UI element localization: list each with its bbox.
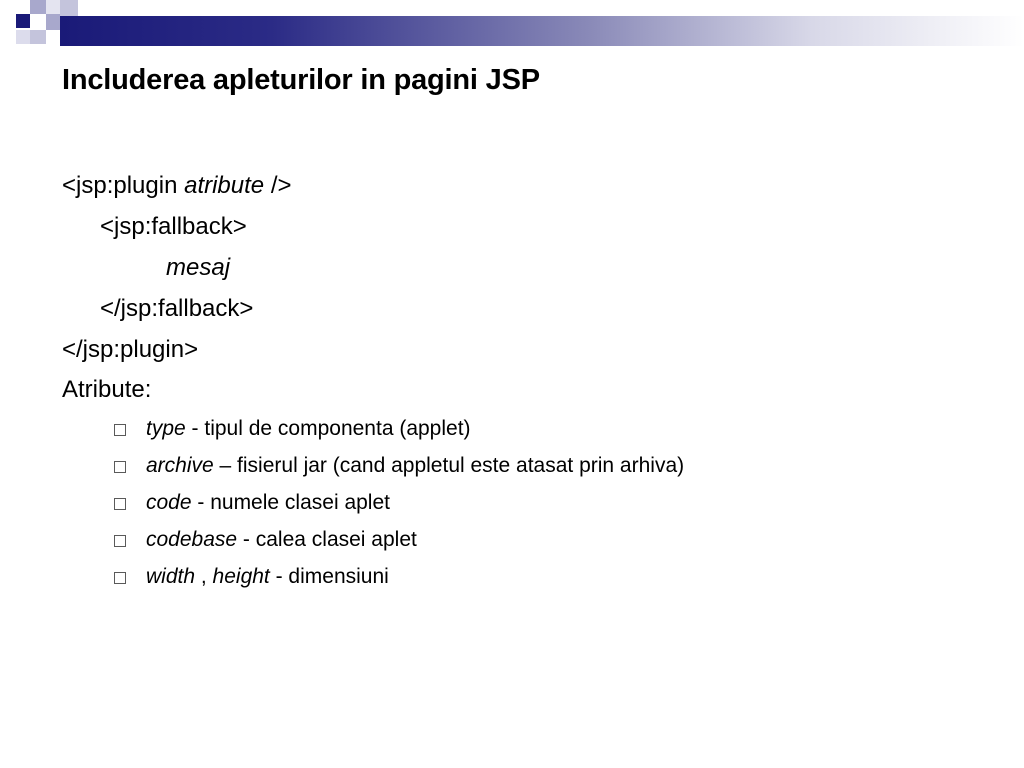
attribute-description: - calea clasei aplet xyxy=(237,528,417,551)
attribute-name: height xyxy=(212,565,270,588)
code-text: /> xyxy=(264,172,292,199)
decorative-square xyxy=(16,30,30,44)
attribute-name: archive xyxy=(146,454,214,477)
list-item xyxy=(114,452,684,489)
square-bullet-icon xyxy=(114,572,126,584)
decorative-square xyxy=(46,0,60,14)
attribute-name: codebase xyxy=(146,528,238,551)
slide-title: Includerea apleturilor in pagini JSP xyxy=(62,64,540,96)
attribute-list xyxy=(114,415,684,600)
list-item xyxy=(114,415,684,452)
decorative-square xyxy=(46,14,60,30)
attribute-description: - tipul de componenta (applet) xyxy=(185,417,471,440)
list-item xyxy=(114,563,684,600)
square-bullet-icon xyxy=(114,498,126,510)
decorative-square xyxy=(16,14,30,28)
decorative-square xyxy=(60,0,78,16)
header-gradient-bar xyxy=(60,16,1024,46)
decorative-square xyxy=(30,0,46,14)
attribute-description: – fisierul jar (cand appletul este atasat prin arhiva) xyxy=(213,454,685,477)
attribute-name: type xyxy=(146,417,186,440)
attribute-description: - dimensiuni xyxy=(269,565,389,588)
code-message: mesaj xyxy=(166,254,231,281)
square-bullet-icon xyxy=(114,461,126,473)
attribute-name: code xyxy=(146,491,192,514)
list-item xyxy=(114,489,684,526)
attribute-separator: , xyxy=(195,565,213,588)
code-attr-placeholder: atribute xyxy=(184,172,265,199)
code-plugin-close: </jsp:plugin> xyxy=(62,336,199,363)
list-item xyxy=(114,526,684,563)
square-bullet-icon xyxy=(114,424,126,436)
attributes-heading: Atribute: xyxy=(62,376,152,403)
code-fallback-open: <jsp:fallback> xyxy=(100,213,247,240)
attribute-name: width xyxy=(146,565,196,588)
decorative-square xyxy=(30,30,46,44)
square-bullet-icon xyxy=(114,535,126,547)
code-plugin-open xyxy=(62,172,292,200)
code-fallback-close: </jsp:fallback> xyxy=(100,295,254,322)
attribute-description: - numele clasei aplet xyxy=(191,491,390,514)
code-text: <jsp:plugin xyxy=(62,172,185,199)
